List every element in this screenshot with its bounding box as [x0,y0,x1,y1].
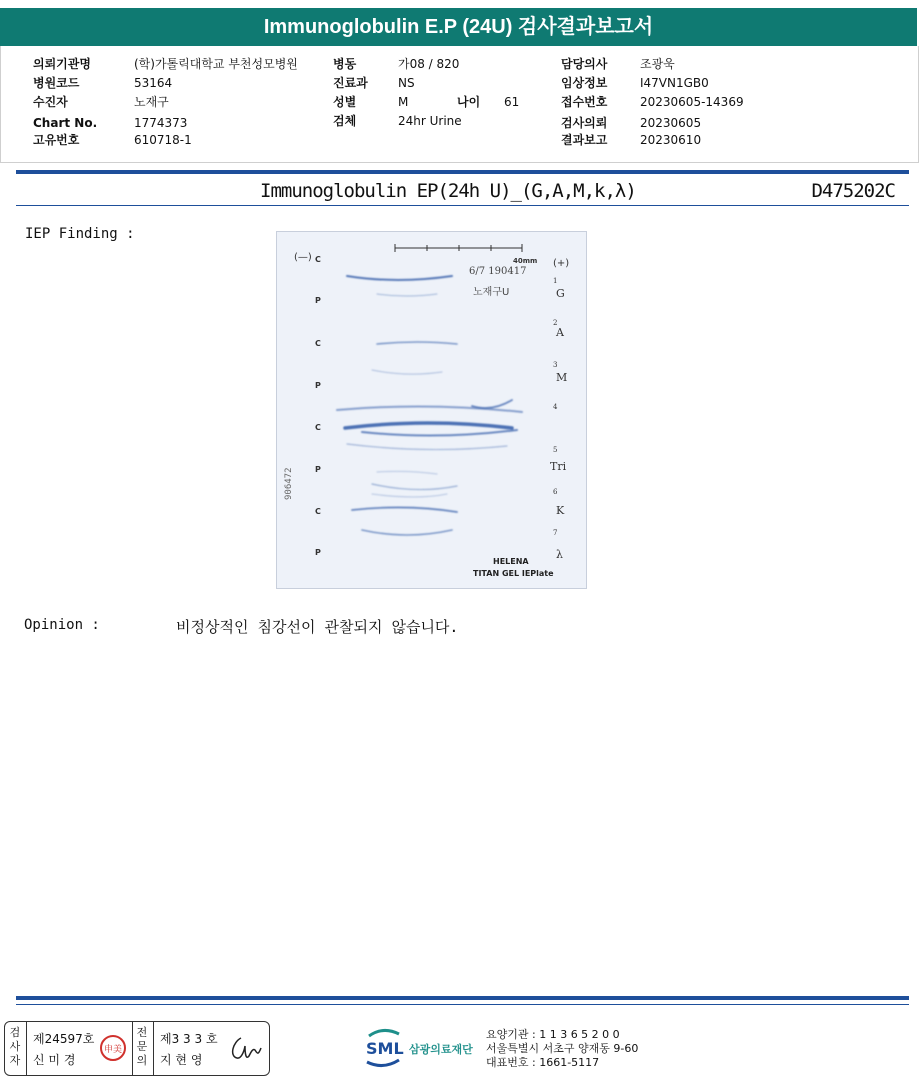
side-code: 906472 [284,467,294,500]
field-label: Chart No. [33,116,98,130]
lane-antiserum: A [556,326,564,339]
field-label: 병원코드 [33,76,80,90]
field-label: 담당의사 [561,57,608,71]
scale-label: 40mm [513,257,538,265]
well-label-p: P [315,465,321,474]
header-row [457,94,480,110]
org-logo-text: SML [366,1039,404,1058]
field-label: 임상정보 [561,76,608,90]
well-label-p: P [315,548,321,557]
lane-antiserum: λ [556,548,563,561]
well-label-p: P [315,381,321,390]
examiner-license: 제24597호 [33,1032,95,1046]
field-value: 1774373 [134,116,188,130]
specialist-role-label: 전문의 [136,1026,148,1067]
lane-antiserum: M [556,371,568,384]
field-label: 진료과 [333,76,368,90]
lane-number: 3 [553,361,558,369]
field-value: M [398,95,409,109]
sml-logo-icon [365,1026,483,1070]
field-value: 노재구 [134,95,169,109]
field-value: 61 [504,95,520,109]
divider [26,1022,27,1075]
header-row [33,115,97,131]
well-label-c: C [315,423,321,432]
gel-product: TITAN GEL IEPlate [473,569,554,578]
field-value: 20230605 [640,116,702,130]
opinion-label: Opinion : [24,617,100,633]
field-label: 수진자 [33,95,68,109]
field-label: 나이 [457,95,481,109]
header-row [333,94,356,110]
org-code: 요양기관 : 1 1 3 6 5 2 0 0 [486,1028,620,1041]
field-value: NS [398,76,415,90]
field-label: 병동 [333,57,357,71]
well-label-c: C [315,339,321,348]
field-value: 610718-1 [134,133,192,147]
examiner-role-label: 검사자 [9,1026,21,1067]
header-row [33,56,91,72]
header-row [33,94,68,110]
field-label: 성별 [333,95,357,109]
header-row [33,132,79,148]
specialist-name: 지 현 영 [160,1053,203,1067]
header-row [333,75,368,91]
patient-note: 노재구U [473,287,510,298]
lane-number: 5 [553,446,558,454]
field-value: (학)가톨릭대학교 부천성모병원 [134,57,298,71]
patient-header [0,46,919,163]
minus-pole-label: (—) [294,252,312,263]
field-value: 53164 [134,76,173,90]
field-value: 20230605-14369 [640,95,744,109]
field-label: 결과보고 [561,133,608,147]
field-value: I47VN1GB0 [640,76,709,90]
gel-graphic [277,232,586,588]
lane-antiserum: K [556,504,565,517]
test-code: D475202C [811,180,895,202]
divider [16,170,909,174]
header-row [333,113,356,129]
field-value: 조광욱 [640,57,675,71]
org-name: 삼광의료재단 [409,1043,473,1056]
report-title: Immunoglobulin E.P (24U) 검사결과보고서 [0,8,917,46]
header-row [333,56,356,72]
header-row [561,75,607,91]
header-row [561,94,607,110]
plus-pole-label: (+) [553,258,570,269]
lane-number: 6 [553,488,558,496]
seal-text: 申美 [103,1045,123,1055]
iep-finding-label: IEP Finding : [25,226,135,242]
seal-icon [99,1034,127,1062]
field-label: 검체 [333,114,357,128]
header-row [561,132,607,148]
opinion-text: 비정상적인 침강선이 관찰되지 않습니다. [176,618,459,636]
divider [153,1022,154,1075]
well-label-c: C [315,507,321,516]
signature-icon [227,1034,265,1064]
iep-gel-image [276,231,587,589]
examiner-name: 신 미 경 [33,1053,76,1067]
divider [132,1022,133,1075]
field-value: 24hr Urine [398,114,462,128]
field-value: 20230610 [640,133,702,147]
lane-number: 2 [553,319,558,327]
date-note: 6/7 190417 [469,266,527,277]
header-row [561,56,607,72]
divider [16,205,909,206]
divider [16,996,909,1000]
gel-brand: HELENA [493,557,529,566]
field-label: 고유번호 [33,133,80,147]
org-phone: 대표번호 : 1661-5117 [486,1056,600,1069]
specialist-license: 제3 3 3 호 [160,1032,218,1046]
well-label-c: C [315,255,321,264]
field-label: 의뢰기관명 [33,57,91,71]
header-row [33,75,79,91]
well-label-p: P [315,296,321,305]
lane-number: 1 [553,277,558,285]
lane-number: 7 [553,529,558,537]
lane-antiserum: G [556,287,565,300]
divider [16,1004,909,1005]
field-label: 검사의뢰 [561,116,608,130]
signature-box [4,1021,270,1076]
field-label: 접수번호 [561,95,608,109]
org-logo [365,1026,483,1070]
org-address: 서울특별시 서초구 양재동 9-60 [486,1042,639,1055]
field-value: 가08 / 820 [398,57,460,71]
lane-antiserum: Tri [550,460,567,473]
org-info [486,1028,638,1070]
lane-number: 4 [553,403,558,411]
test-name: Immunoglobulin EP(24h U)_(G,A,M,k,λ) [260,180,636,202]
header-row [561,115,607,131]
